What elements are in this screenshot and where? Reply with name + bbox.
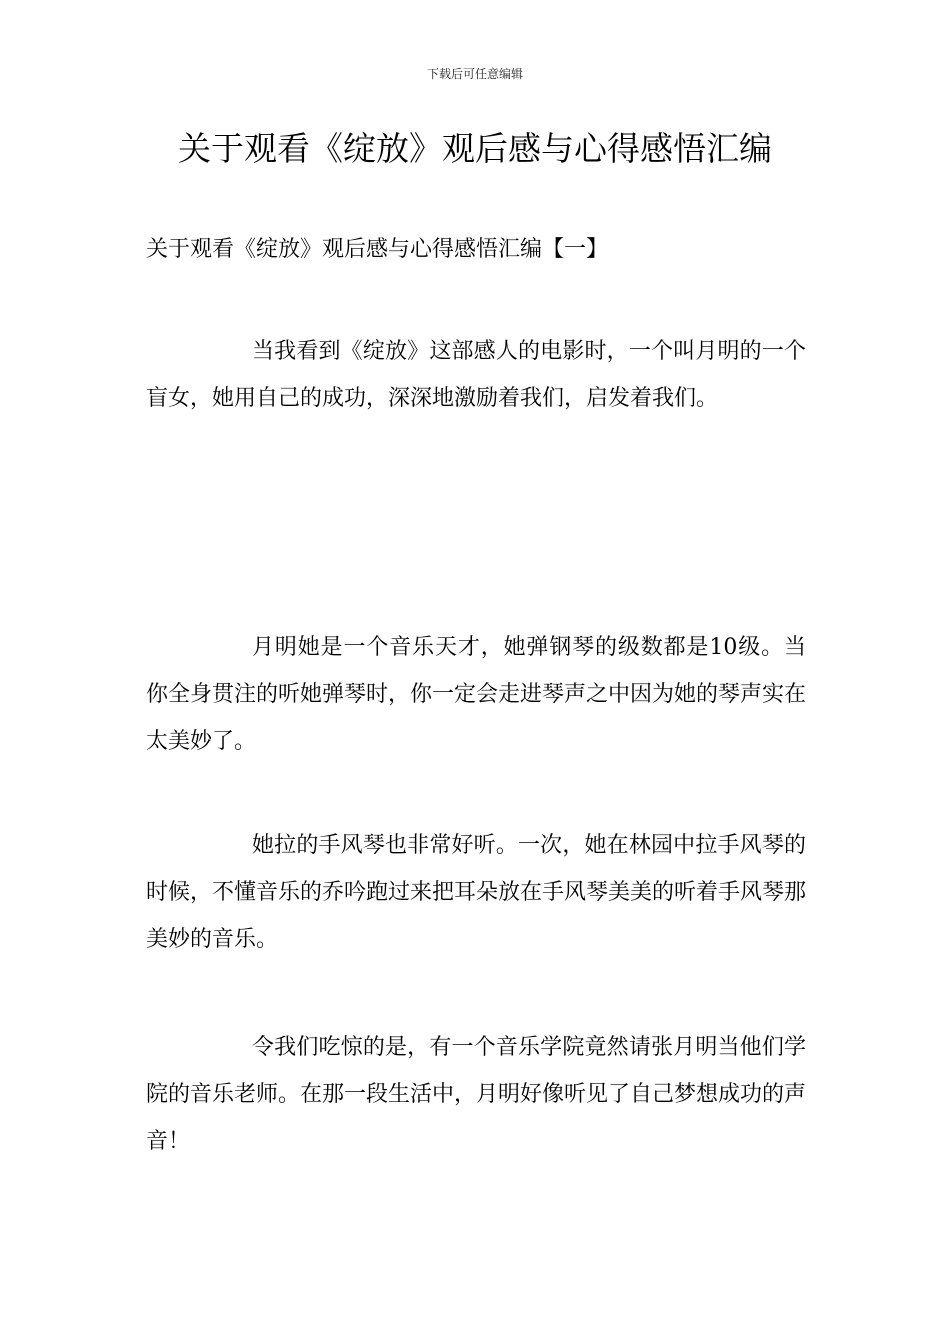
header-note: 下载后可任意编辑 [426,67,523,81]
paragraph-1: 当我看到《绽放》这部感人的电影时，一个叫月明的一个盲女，她用自己的成功，深深地激励着我们，启发着我们。 [146,339,806,411]
document-title: 关于观看《绽放》观后感与心得感悟汇编 [178,129,772,168]
paragraph-3: 她拉的手风琴也非常好听。一次，她在林园中拉手风琴的时候，不懂音乐的乔吟跑过来把耳朵放在手风琴美美的听着手风琴那美妙的音乐。 [146,833,807,952]
paragraph-2: 月明她是一个音乐天才，她弹钢琴的级数都是10级。当你全身贯注的听她弹琴时，你一定会走进琴声之中因为她的琴声实在太美妙了。 [146,635,807,754]
section-heading: 关于观看《绽放》观后感与心得感悟汇编【一】 [146,237,609,262]
paragraph-4: 令我们吃惊的是，有一个音乐学院竟然请张月明当他们学院的音乐老师。在那一段生活中，月明好像听见了自己梦想成功的声音！ [146,1035,807,1154]
